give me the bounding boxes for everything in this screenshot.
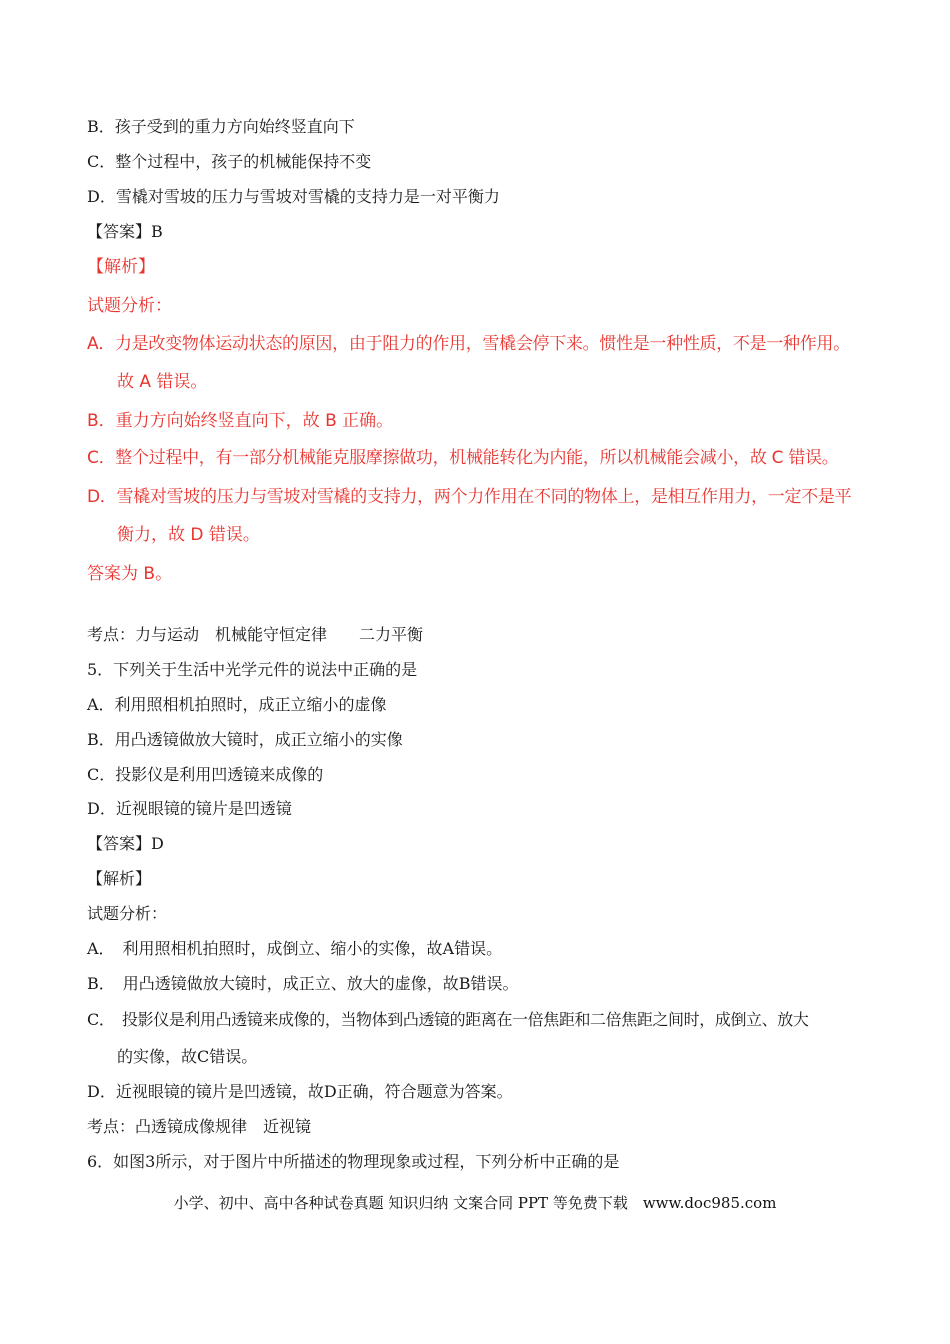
q5-option-d: D．近视眼镜的镜片是凹透镜 bbox=[87, 799, 292, 818]
q5-analysis-c-line1: C． 投影仪是利用凸透镜来成像的，当物体到凸透镜的距离在一倍焦距和二倍焦距之间时，成倒立、放大 bbox=[87, 1010, 809, 1029]
q4-analysis-a-line1: A．力是改变物体运动状态的原因，由于阻力的作用，雪橇会停下来。惯性是一种性质，不是一种作用。 bbox=[87, 334, 850, 354]
q4-kaodian: 考点：力与运动 机械能守恒定律 二力平衡 bbox=[87, 625, 424, 644]
q4-option-b: B．孩子受到的重力方向始终竖直向下 bbox=[87, 117, 355, 136]
q4-analysis-d-line1: D．雪橇对雪坡的压力与雪坡对雪橇的支持力，两个力作用在不同的物体上，是相互作用力，一定不是平 bbox=[87, 487, 852, 507]
q4-answer: 【答案】B bbox=[87, 222, 163, 241]
q6-stem: 6．如图3所示，对于图片中所描述的物理现象或过程，下列分析中正确的是 bbox=[87, 1152, 620, 1171]
q5-analysis-c-line2: 的实像，故C错误。 bbox=[117, 1047, 258, 1066]
q5-analysis-a: A． 利用照相机拍照时，成倒立、缩小的实像，故A错误。 bbox=[87, 939, 503, 958]
q4-analysis-c: C．整个过程中，有一部分机械能克服摩擦做功，机械能转化为内能，所以机械能会减小，故 C 错误。 bbox=[87, 448, 839, 468]
q4-analysis-a-line2: 故 A 错误。 bbox=[117, 372, 208, 392]
q4-analysis-header: 【解析】 bbox=[87, 257, 155, 277]
q5-option-b: B．用凸透镜做放大镜时，成正立缩小的实像 bbox=[87, 730, 403, 749]
q4-analysis-b: B．重力方向始终竖直向下，故 B 正确。 bbox=[87, 411, 394, 431]
q5-option-c: C．投影仪是利用凹透镜来成像的 bbox=[87, 765, 324, 784]
q5-analysis-b: B． 用凸透镜做放大镜时，成正立、放大的虚像，故B错误。 bbox=[87, 974, 519, 993]
q4-analysis-sub: 试题分析： bbox=[87, 296, 172, 316]
q5-analysis-sub: 试题分析： bbox=[87, 904, 168, 923]
q4-conclusion: 答案为 B。 bbox=[87, 564, 173, 584]
q5-stem: 5．下列关于生活中光学元件的说法中正确的是 bbox=[87, 660, 418, 679]
q5-option-a: A．利用照相机拍照时，成正立缩小的虚像 bbox=[87, 695, 387, 714]
q5-analysis-header: 【解析】 bbox=[87, 869, 152, 888]
page-footer: 小学、初中、高中各种试卷真题 知识归纳 文案合同 PPT 等免费下载 www.doc985.com bbox=[173, 1194, 777, 1212]
q5-answer: 【答案】D bbox=[87, 834, 164, 853]
q5-kaodian: 考点：凸透镜成像规律 近视镜 bbox=[87, 1117, 312, 1136]
q4-analysis-d-line2: 衡力，故 D 错误。 bbox=[117, 525, 260, 545]
q5-analysis-d: D．近视眼镜的镜片是凹透镜，故D正确，符合题意为答案。 bbox=[87, 1082, 513, 1101]
q4-option-d: D．雪橇对雪坡的压力与雪坡对雪橇的支持力是一对平衡力 bbox=[87, 187, 500, 206]
q4-option-c: C．整个过程中，孩子的机械能保持不变 bbox=[87, 152, 372, 171]
